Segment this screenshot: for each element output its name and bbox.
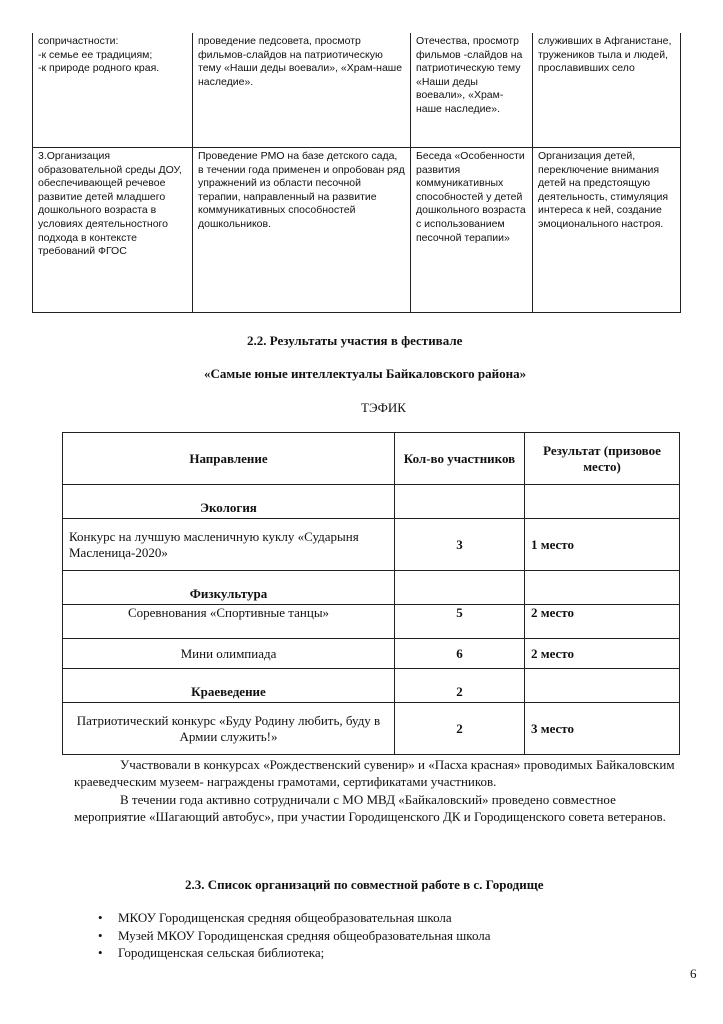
category-sport: Физкультура: [63, 571, 395, 605]
table-cell: 6: [395, 639, 525, 669]
bullet-icon: •: [98, 928, 103, 943]
table-row: [63, 519, 680, 571]
table-cell: 2 место: [525, 605, 680, 639]
table-cell: Организация детей, переключение внимания детей на предстоящую деятельность, стимуляция интереса к ней, создание эмоционального настроя.: [533, 148, 681, 313]
table-cell: 2: [395, 703, 525, 755]
table-cell: служивших в Афганистане, тружеников тыла и людей, прославивших село: [533, 33, 681, 148]
table-cell: [395, 571, 525, 605]
list-item: • Музей МКОУ Городищенская средняя общеобразовательная школа: [98, 928, 491, 943]
table-cell: 2 место: [525, 639, 680, 669]
section-subheading: «Самые юные интеллектуалы Байкаловского района»: [204, 366, 527, 381]
table-cell: [525, 571, 680, 605]
table-cell: Проведение РМО на базе детского сада, в течении года применен и опробован ряд упражнений из области песочной терапии, направленный на развитие коммуникативных способностей дошкольников.: [193, 148, 411, 313]
table-row: [63, 703, 680, 755]
paragraph-cooperation: В течении года активно сотрудничали с МО МВД «Байкаловский» проведено совместное мероприятие «Шагающий автобус», при участии Городищенского ДК и Городищенского совета ветеранов.: [74, 792, 666, 824]
table-row: [33, 33, 681, 148]
table-cell: Беседа «Особенности развития коммуникативных способностей у детей дошкольного возраста с использованием песочной терапии»: [411, 148, 533, 313]
table-row: [63, 605, 680, 639]
table-cell: проведение педсовета, просмотр фильмов-слайдов на патриотическую тему «Наши деды воевали», «Храм-наше наследие».: [193, 33, 411, 148]
page-number: 6: [690, 966, 697, 981]
table-cell: Соревнования «Спортивные танцы»: [63, 605, 395, 639]
section-heading: 2.3. Список организаций по совместной работе в с. Городище: [185, 877, 544, 892]
table-row: [63, 571, 680, 605]
table-header-row: [63, 433, 680, 485]
table-cell: 5: [395, 605, 525, 639]
table-cell: 3: [395, 519, 525, 571]
list-item: • Городищенская сельская библиотека;: [98, 945, 325, 960]
table-row: [63, 485, 680, 519]
paragraph-contests: Участвовали в конкурсах «Рождественский сувенир» и «Пасха красная» проводимых Байкаловским краеведческим музеем- награждены грамотами, сертификатами участников.: [74, 757, 675, 789]
bullet-icon: •: [98, 945, 103, 960]
table-row: [63, 669, 680, 703]
header-direction: Направление: [63, 433, 395, 485]
table-cell: 3 место: [525, 703, 680, 755]
table-cell: Мини олимпиада: [63, 639, 395, 669]
table-row: [33, 148, 681, 313]
festival-label: ТЭФИК: [361, 400, 406, 415]
results-table: [62, 432, 680, 755]
bullet-icon: •: [98, 910, 103, 925]
table-row: [63, 639, 680, 669]
category-local: Краеведение: [63, 669, 395, 703]
table-cell: [395, 485, 525, 519]
category-ecology: Экология: [63, 485, 395, 519]
table-cell: Патриотический конкурс «Буду Родину любить, буду в Армии служить!»: [63, 703, 395, 755]
table-cell: Конкурс на лучшую масленичную куклу «Сударыня Масленица-2020»: [63, 519, 395, 571]
header-result: Результат (призовое место): [525, 433, 680, 485]
table-cell: 3.Организация образовательной среды ДОУ, обеспечивающей речевое развитие детей младшего дошкольного возраста в условиях деятельностного подхода в контексте требований ФГОС: [33, 148, 193, 313]
table-cell: [525, 669, 680, 703]
table-cell: Отечества, просмотр фильмов -слайдов на патриотическую тему «Наши деды воевали», «Храм-наше наследие».: [411, 33, 533, 148]
section-heading: 2.2. Результаты участия в фестивале: [247, 333, 463, 348]
table-cell: сопричастности: -к семье ее традициям; -к природе родного края.: [33, 33, 193, 148]
table-cell: 1 место: [525, 519, 680, 571]
activities-table: [32, 33, 681, 313]
table-cell: 2: [395, 669, 525, 703]
header-count: Кол-во участников: [395, 433, 525, 485]
table-cell: [525, 485, 680, 519]
list-item: • МКОУ Городищенская средняя общеобразовательная школа: [98, 910, 452, 925]
